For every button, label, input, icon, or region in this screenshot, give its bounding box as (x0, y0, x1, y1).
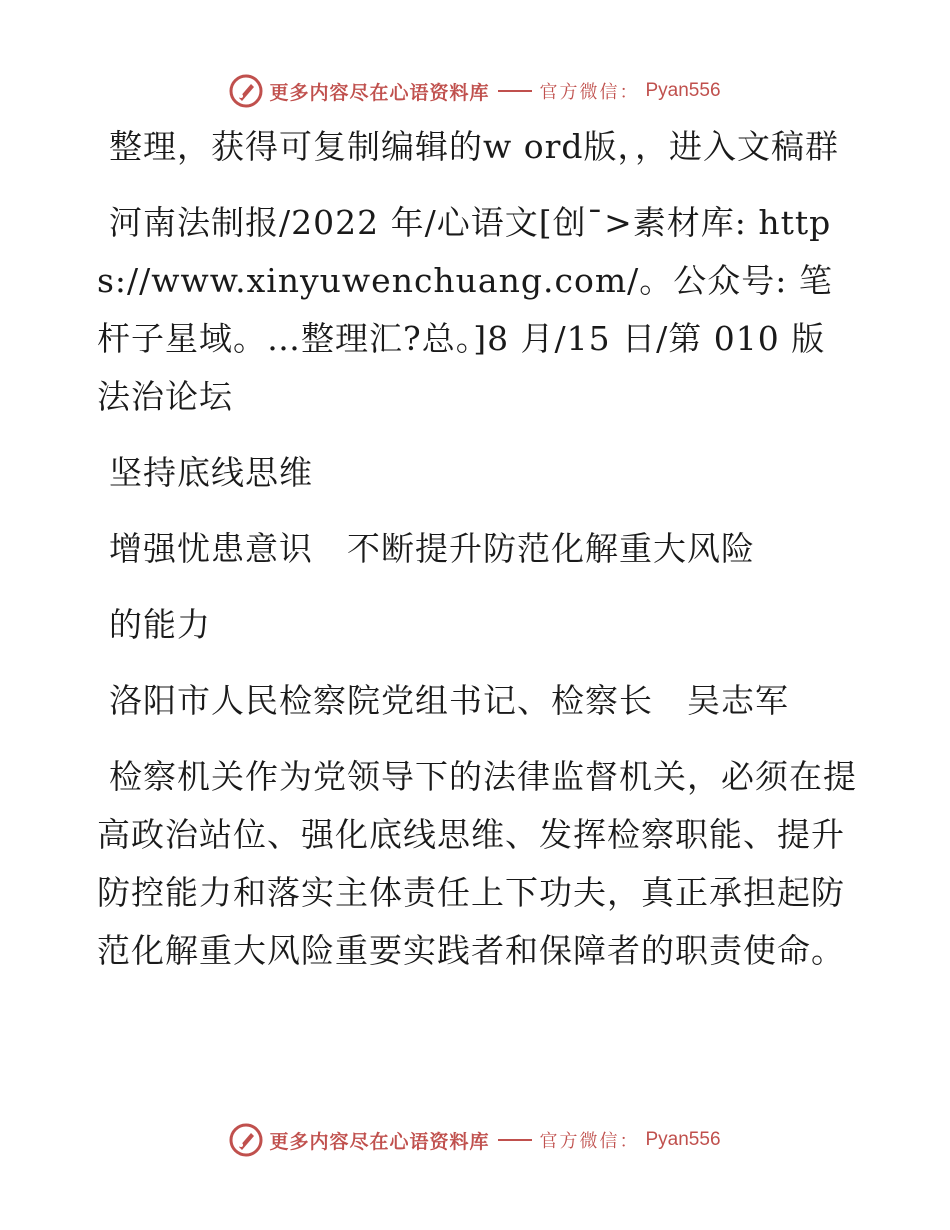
banner-wechat-id: Pyan556 (645, 80, 721, 101)
paragraph-source: 河南法制报/2022 年/心语文[创¯>素材库: https://www.xinyuwenchuang.com/。公众号: 笔杆子星域。…整理汇?总。]8 月/15 日/第 010 版法治论坛 (97, 203, 833, 416)
banner-main-text: 更多内容尽在心语资料库 (269, 1130, 490, 1153)
pen-logo-icon (229, 74, 263, 108)
header-banner (0, 71, 950, 111)
banner-dash (498, 90, 532, 92)
banner-wechat-label: 官方微信： (539, 1131, 640, 1152)
paragraph-intro: 整理，获得可复制编辑的w ord版，，进入文稿群 (109, 127, 840, 166)
footer-banner (0, 1120, 950, 1160)
document-body (97, 118, 857, 998)
pen-logo-icon (229, 1123, 263, 1157)
article-title-line1: 坚持底线思维 (109, 453, 313, 492)
banner-wechat-label: 官方微信： (539, 82, 640, 103)
article-title-line2: 增强忧患意识 不断提升防范化解重大风险 (109, 529, 755, 568)
article-title-line3: 的能力 (109, 605, 211, 644)
banner-dash (498, 1139, 532, 1141)
article-author: 洛阳市人民检察院党组书记、检察长 吴志军 (109, 681, 789, 720)
banner-wechat-id: Pyan556 (645, 1129, 721, 1150)
article-body-paragraph: 检察机关作为党领导下的法律监督机关，必须在提高政治站位、强化底线思维、发挥检察职能、提升防控能力和落实主体责任上下功夫，真正承担起防范化解重大风险重要实践者和保障者的职责使命。 (97, 757, 857, 970)
banner-main-text: 更多内容尽在心语资料库 (269, 81, 490, 104)
